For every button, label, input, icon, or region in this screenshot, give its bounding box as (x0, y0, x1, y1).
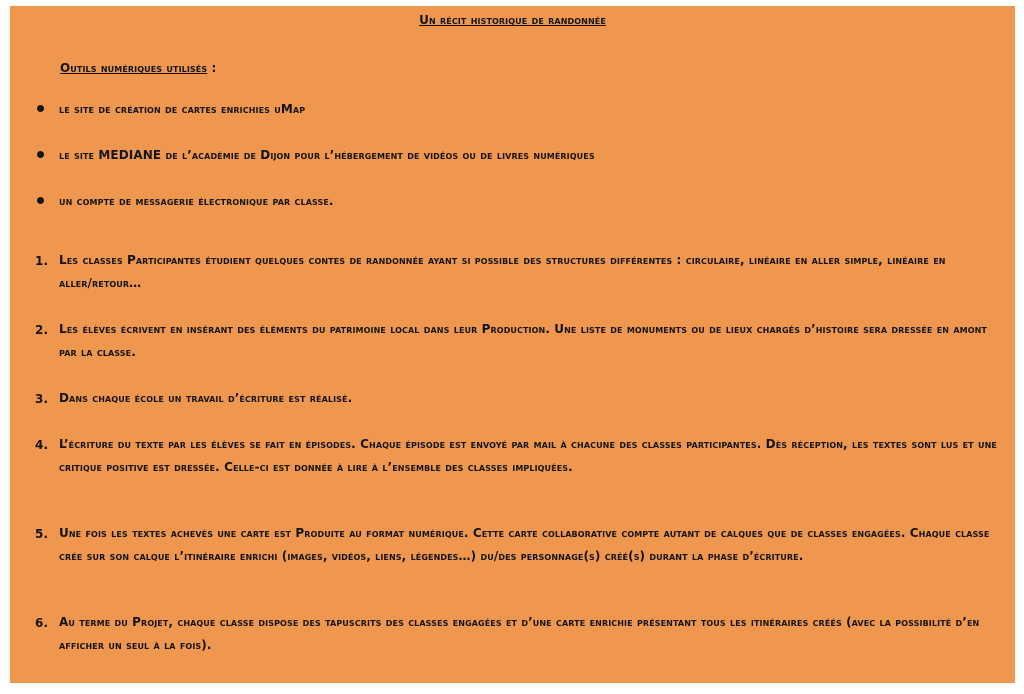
tool-text: le site MEDIANE de l’académie de Dijon pour l’hébergement de vidéos ou de livres numériques (59, 148, 595, 162)
step-text: Les élèves écrivent en insérant des éléments du patrimoine local dans leur Production. Une liste de monuments ou de lieux chargés d’histoire sera dressée en amont par la classe. (59, 322, 987, 359)
step-text: Au terme du Projet, chaque classe dispose des tapuscrits des classes engagées et d’une carte enrichie présentant tous les itinéraires créés (avec la possibilité d’en afficher un seul à la fois). (59, 615, 980, 652)
tools-heading-colon: : (207, 61, 217, 75)
step-text: Les classes Participantes étudient quelques contes de randonnée ayant si possible des structures différentes : circulaire, linéaire en aller simple, linéaire en aller/retour… (59, 253, 946, 290)
tool-text: le site de création de cartes enrichies uMap (59, 102, 306, 116)
step-number: 3. (35, 392, 49, 406)
tool-text: un compte de messagerie électronique par classe. (59, 194, 334, 208)
document-title: Un récit historique de randonnée (419, 13, 606, 27)
step-number: 6. (35, 616, 49, 630)
bullet-icon (37, 105, 44, 112)
step-text: Une fois les textes achevés une carte est Produite au format numérique. Cette carte collaborative compte autant de calques que de classes engagées. Chaque classe crée sur son calque l’itinéraire enrichi (images, vidéos, liens, légendes…) du/des personnage(s) créé(s) durant la phase d’écriture. (59, 526, 990, 563)
step-number: 1. (35, 254, 49, 268)
bullet-icon (37, 151, 44, 158)
step-text: Dans chaque école un travail d’écriture est réalisé. (59, 391, 353, 405)
step-text: L’écriture du texte par les élèves se fait en épisodes. Chaque épisode est envoyé par mail à chacune des classes participantes. Dès réception, les textes sont lus et une critique positive est dressée. Celle-ci est donnée à lire à l’ensemble des classes impliquées. (59, 437, 997, 474)
tools-heading-label: Outils numériques utilisés (60, 61, 208, 75)
bullet-icon (37, 197, 44, 204)
step-number: 5. (35, 527, 49, 541)
document-panel (10, 6, 1015, 683)
step-number: 4. (35, 438, 49, 452)
step-number: 2. (35, 323, 49, 337)
tools-heading (60, 61, 216, 75)
